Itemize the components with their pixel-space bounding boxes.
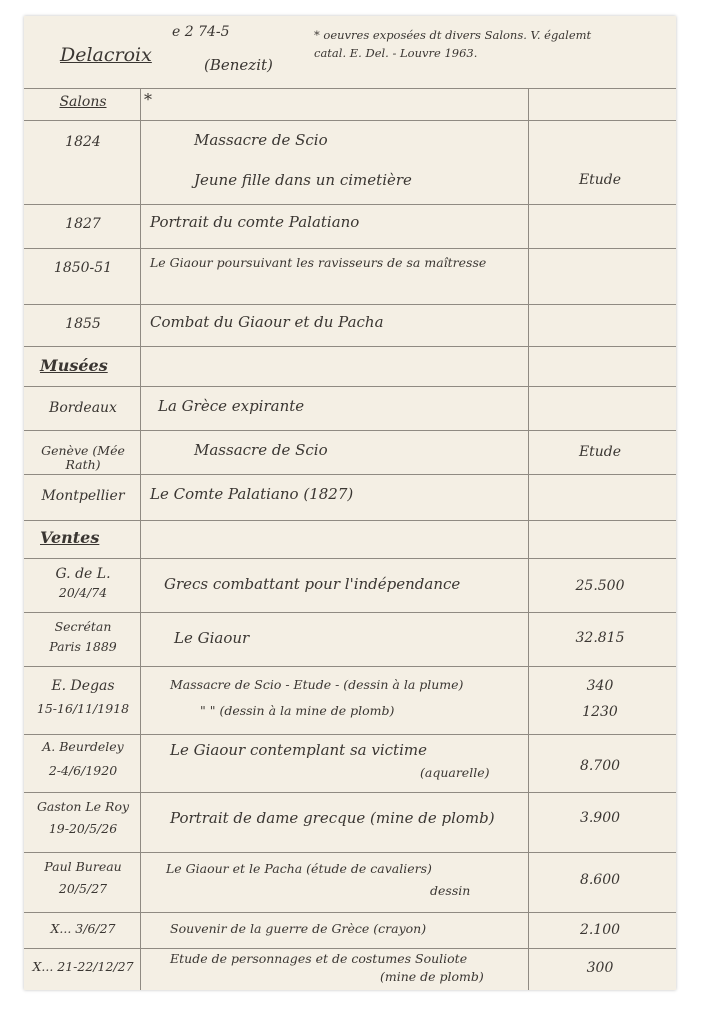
rule [24, 520, 676, 521]
salon-title: Le Giaour poursuivant les ravisseurs de sa maîtresse [150, 255, 487, 270]
rule [24, 948, 676, 949]
rule [24, 346, 676, 347]
salon-title: Combat du Giaour et du Pacha [150, 313, 384, 331]
sale-date: 15-16/11/1918 [36, 701, 130, 716]
document-page [24, 16, 676, 990]
rule [24, 248, 676, 249]
salon-year: 1824 [65, 134, 101, 150]
sale-seller: X... 3/6/27 [50, 921, 116, 936]
sale-date: 19-20/5/26 [48, 821, 118, 836]
column-divider [140, 88, 141, 990]
museum-place: Genève (Mée Rath) [41, 443, 125, 473]
sale-seller: Gaston Le Roy [36, 799, 130, 814]
rule [24, 734, 676, 735]
sale-price: 8.700 [579, 758, 621, 774]
rule [24, 386, 676, 387]
sale-title: Etude de personnages et de costumes Souliote [170, 951, 468, 966]
sale-title: Le Giaour [174, 629, 250, 647]
sale-date: 20/4/74 [58, 585, 108, 600]
rule [24, 474, 676, 475]
sale-title-detail: (aquarelle) [420, 765, 490, 780]
rule [24, 304, 676, 305]
rule [24, 558, 676, 559]
salon-title: Massacre de Scio [194, 131, 328, 149]
rule [24, 792, 676, 793]
sale-title: Massacre de Scio - Etude - (dessin à la plume) [170, 677, 464, 692]
museum-note: Etude [578, 444, 622, 460]
sale-date: 20/5/27 [58, 881, 108, 896]
reference-code: e 2 74-5 [172, 24, 230, 40]
artist-name: Delacroix [60, 44, 152, 66]
museum-title: Massacre de Scio [194, 441, 328, 459]
sale-title: Le Giaour et le Pacha (étude de cavaliers) [166, 861, 432, 876]
musees-heading: Musées [40, 356, 108, 375]
sale-price: 32.815 [575, 630, 625, 646]
sale-seller: A. Beurdeley [42, 739, 124, 754]
sale-price: 8.600 [579, 872, 621, 888]
sale-date: 2-4/6/1920 [48, 763, 118, 778]
sale-title: Grecs combattant pour l'indépendance [164, 575, 461, 593]
sale-price: 300 [586, 960, 614, 976]
sale-title-detail: " " (dessin à la mine de plomb) [200, 703, 395, 718]
sale-date: Paris 1889 [49, 639, 117, 654]
salon-title: Portrait du comte Palatiano [150, 213, 360, 231]
rule [24, 852, 676, 853]
salon-note: Etude [578, 172, 622, 188]
rule [24, 120, 676, 121]
sale-price: 3.900 [579, 810, 621, 826]
header-note: * oeuvres exposées dt divers Salons. V. égalemt catal. E. Del. - Louvre 1963. [314, 28, 592, 60]
source-reference: (Benezit) [204, 56, 273, 74]
sale-price: 25.500 [575, 578, 625, 594]
sale-seller: Paul Bureau [44, 859, 122, 874]
sale-title-detail: (mine de plomb) [380, 969, 484, 984]
sale-title: Portrait de dame grecque (mine de plomb) [170, 809, 495, 827]
sale-price: 340 [586, 678, 614, 694]
sale-seller: E. Degas [51, 678, 115, 694]
museum-place: Bordeaux [49, 400, 117, 416]
sale-title: Souvenir de la guerre de Grèce (crayon) [170, 921, 427, 936]
salons-heading: Salons [59, 94, 107, 110]
sale-price-detail: 1230 [582, 704, 618, 720]
rule [24, 612, 676, 613]
rule [24, 430, 676, 431]
museum-place: Montpellier [41, 488, 125, 504]
sale-seller: Secrétan [54, 619, 112, 634]
rule [24, 666, 676, 667]
ventes-heading: Ventes [40, 528, 100, 547]
sale-title: Le Giaour contemplant sa victime [170, 741, 427, 759]
rule [24, 88, 676, 89]
sale-seller: X... 21-22/12/27 [32, 959, 134, 974]
sale-price: 2.100 [579, 922, 621, 938]
sale-seller: G. de L. [55, 566, 111, 582]
asterisk-marker: * [144, 90, 152, 109]
museum-title: La Grèce expirante [158, 397, 305, 415]
museum-title: Le Comte Palatiano (1827) [150, 485, 354, 503]
salon-year: 1827 [65, 216, 101, 232]
rule [24, 204, 676, 205]
rule [24, 912, 676, 913]
salon-year: 1855 [65, 316, 101, 332]
salon-title: Jeune fille dans un cimetière [194, 171, 412, 189]
sale-title-detail: dessin [430, 883, 471, 898]
salon-year: 1850-51 [53, 260, 113, 276]
